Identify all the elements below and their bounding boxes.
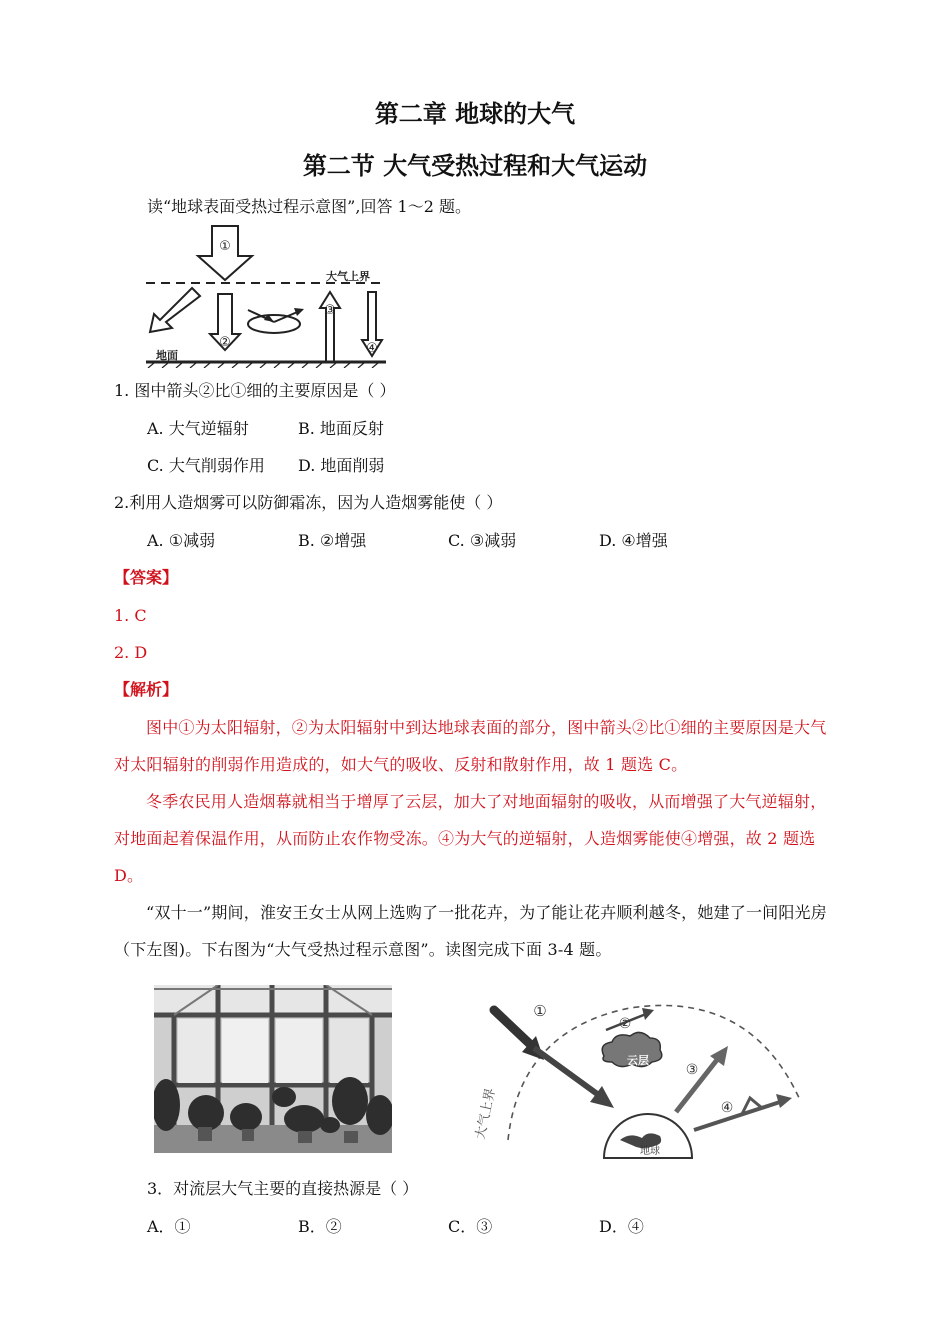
- heating-process-diagram: [140, 222, 390, 368]
- q2-option-d: D. ④增强: [599, 531, 668, 550]
- analysis-heading: 【解析】: [114, 680, 179, 699]
- q3-option-d: D．④: [599, 1217, 644, 1236]
- q1-option-c: C. 大气削弱作用: [147, 456, 265, 475]
- chapter-title: 第二章 地球的大气: [374, 100, 576, 128]
- group1-intro: 读“地球表面受热过程示意图”,回答 1～2 题。: [147, 197, 471, 216]
- diagonal-arrow-icon: [150, 288, 200, 332]
- question-3-stem: 3．对流层大气主要的直接热源是（ ）: [147, 1179, 419, 1198]
- label-earth: 地球: [640, 1146, 660, 1157]
- q2-option-c: C. ③减弱: [448, 531, 517, 550]
- label-atmosphere-top: 大气上界: [473, 1086, 499, 1141]
- section-title: 第二节 大气受热过程和大气运动: [302, 152, 648, 180]
- label-cloud: 云层: [627, 1054, 649, 1067]
- q3-option-a: A．①: [147, 1217, 191, 1236]
- answer-item-1: 1. C: [114, 606, 147, 625]
- label-atmosphere-top: 大气上界: [326, 270, 370, 283]
- marker-3: ③: [685, 1062, 699, 1078]
- marker-4: ④: [720, 1100, 734, 1116]
- q3-option-b: B．②: [298, 1217, 342, 1236]
- cloud-shape: [248, 315, 300, 333]
- marker-1: ①: [219, 239, 231, 254]
- q1-option-b: B. 地面反射: [298, 419, 384, 438]
- q1-option-a: A. 大气逆辐射: [147, 419, 249, 438]
- q3-option-c: C．③: [448, 1217, 493, 1236]
- marker-2: ②: [618, 1016, 632, 1032]
- marker-2: ②: [219, 335, 231, 350]
- q1-option-d: D. 地面削弱: [298, 456, 385, 475]
- marker-4: ④: [366, 341, 378, 356]
- marker-1: ①: [533, 1002, 547, 1020]
- analysis-paragraph-2: 冬季农民用人造烟幕就相当于增厚了云层，加大了对地面辐射的吸收，从而增强了大气逆辐射，对地面起着保温作用，从而防止农作物受冻。④为大气的逆辐射，人造烟雾能使④增强，故 2 题选 D。: [114, 792, 827, 885]
- atmospheric-heating-diagram: [470, 990, 804, 1162]
- analysis-paragraph-1: 图中①为太阳辐射，②为太阳辐射中到达地球表面的部分，图中箭头②比①细的主要原因是大气对太阳辐射的削弱作用造成的，如大气的吸收、反射和散射作用，故 1 题选 C。: [114, 718, 827, 774]
- answer-item-2: 2. D: [114, 643, 148, 662]
- arrow-4-icon: [776, 1094, 792, 1108]
- sunroom-photo: [154, 985, 392, 1153]
- q2-option-b: B. ②增强: [298, 531, 367, 550]
- question-1-stem: 1. 图中箭头②比①细的主要原因是（ ）: [114, 381, 396, 400]
- q2-option-a: A. ①减弱: [147, 531, 216, 550]
- question-2-stem: 2.利用人造烟雾可以防御霜冻，因为人造烟雾能使（ ）: [114, 493, 503, 512]
- marker-3: ③: [324, 303, 336, 318]
- group2-intro: “双十一”期间，淮安王女士从网上选购了一批花卉，为了能让花卉顺利越冬，她建了一间阳光房（下左图)。下右图为“大气受热过程示意图”。读图完成下面 3-4 题。: [114, 903, 827, 959]
- label-ground: 地面: [156, 349, 178, 362]
- answer-heading: 【答案】: [114, 568, 179, 587]
